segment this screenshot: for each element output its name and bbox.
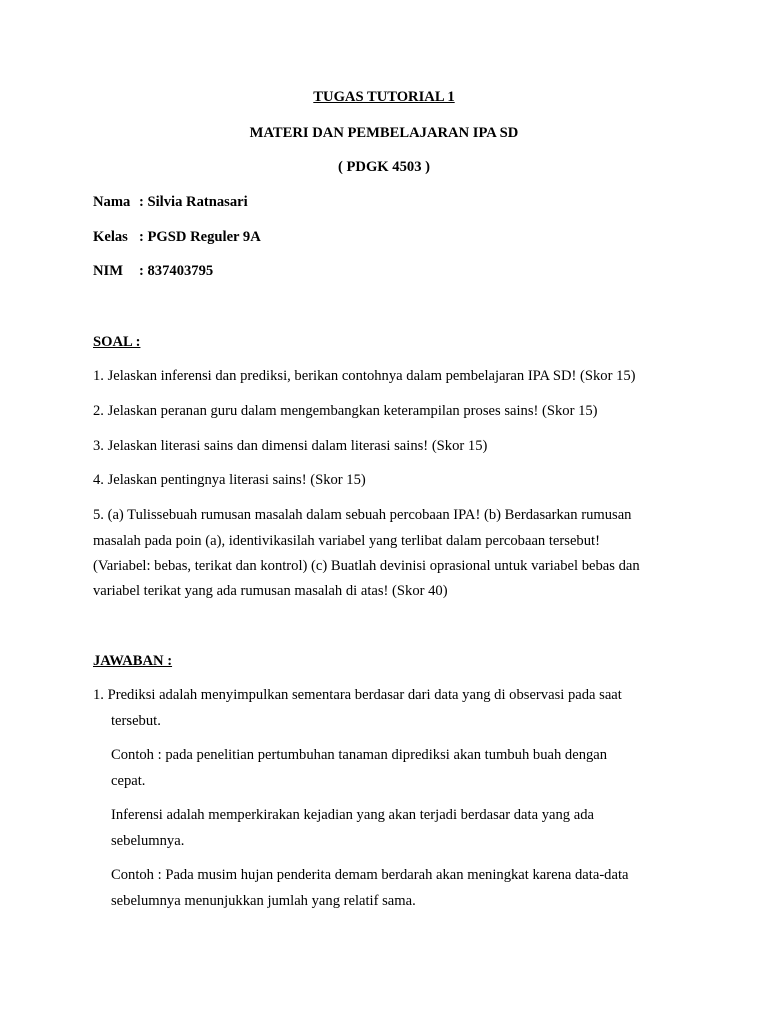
jawaban-heading: JAWABAN :: [93, 653, 173, 669]
document-title: TUGAS TUTORIAL 1: [313, 89, 455, 105]
inferensi-line-1: Inferensi adalah memperkirakan kejadian yang akan terjadi berdasar data yang ada: [111, 807, 594, 823]
nama-label: Nama: [93, 194, 131, 210]
example-1-line-1: Contoh : pada penelitian pertumbuhan tanaman diprediksi akan tumbuh buah dengan: [111, 747, 608, 763]
example-2-line-1: Contoh : Pada musim hujan penderita demam berdarah akan meningkat karena data-data: [111, 867, 629, 883]
answer-1-line-2: tersebut.: [111, 713, 161, 729]
example-2-line-2: sebelumnya menunjukkan jumlah yang relatif sama.: [111, 893, 416, 909]
kelas-label: Kelas: [93, 229, 128, 245]
question-4: 4. Jelaskan pentingnya literasi sains! (Skor 15): [93, 472, 366, 488]
inferensi-line-2: sebelumnya.: [111, 833, 185, 849]
question-1: 1. Jelaskan inferensi dan prediksi, berikan contohnya dalam pembelajaran IPA SD! (Skor 15): [93, 368, 636, 384]
kelas-value: : PGSD Reguler 9A: [139, 229, 261, 245]
nim-label: NIM: [93, 263, 123, 279]
soal-heading: SOAL :: [93, 334, 141, 350]
question-5-line-4: variabel terikat yang ada rumusan masalah di atas! (Skor 40): [93, 583, 448, 599]
example-1-line-2: cepat.: [111, 773, 146, 789]
answer-1-line-1: 1. Prediksi adalah menyimpulkan sementara berdasar dari data yang di observasi pada saat: [93, 687, 622, 703]
document-subtitle: MATERI DAN PEMBELAJARAN IPA SD: [249, 125, 519, 141]
nim-value: : 837403795: [139, 263, 214, 279]
question-2: 2. Jelaskan peranan guru dalam mengembangkan keterampilan proses sains! (Skor 15): [93, 403, 598, 419]
course-code: ( PDGK 4503 ): [337, 159, 430, 175]
question-3: 3. Jelaskan literasi sains dan dimensi dalam literasi sains! (Skor 15): [93, 438, 488, 454]
question-5-line-1: 5. (a) Tulissebuah rumusan masalah dalam sebuah percobaan IPA! (b) Berdasarkan rumusan: [93, 507, 632, 523]
question-5-line-2: masalah pada poin (a), identivikasilah variabel yang terlibat dalam percobaan tersebut!: [93, 533, 600, 549]
question-5-line-3: (Variabel: bebas, terikat dan kontrol) (c) Buatlah devinisi oprasional untuk variabel bebas dan: [93, 558, 640, 574]
nama-value: : Silvia Ratnasari: [139, 194, 248, 210]
